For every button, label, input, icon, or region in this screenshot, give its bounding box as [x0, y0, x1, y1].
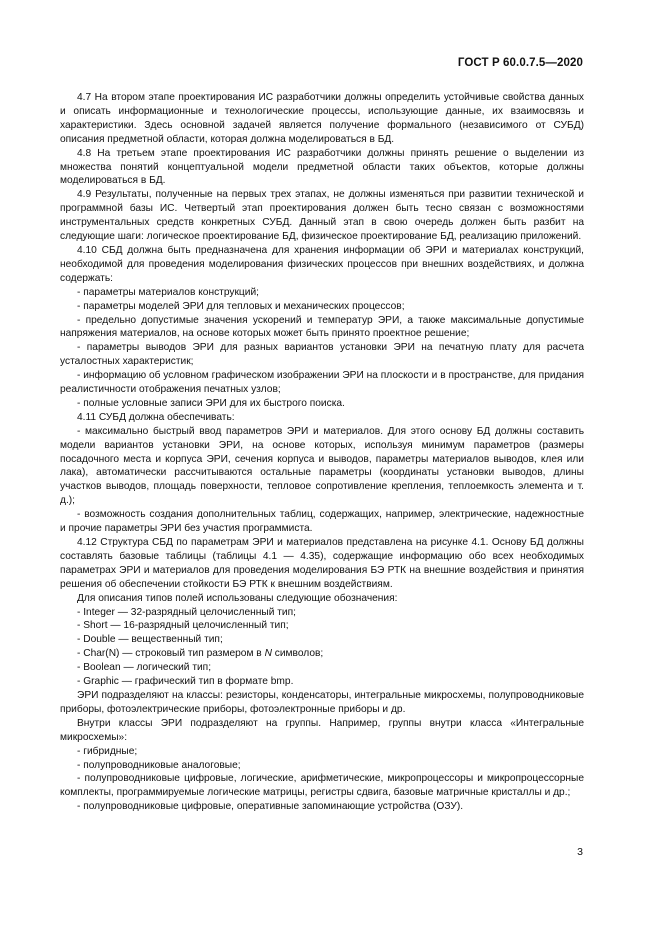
- list-item: - Boolean — логический тип;: [77, 662, 212, 674]
- list-item: - Integer — 32-разрядный целочисленный тип;: [77, 606, 296, 618]
- char-type-variable: N: [264, 648, 272, 660]
- list-item: - параметры материалов конструкций;: [77, 286, 259, 298]
- page-number: 3: [577, 846, 583, 858]
- list-item: - Graphic — графический тип в формате bmp.: [77, 676, 294, 688]
- standard-code-header: ГОСТ Р 60.0.7.5—2020: [457, 57, 583, 69]
- list-item: - полупроводниковые цифровые, оперативные запоминающие устройства (ОЗУ).: [77, 801, 464, 813]
- list-item: - полные условные записи ЭРИ для их быстрого поиска.: [77, 397, 345, 409]
- list-item: - параметры моделей ЭРИ для тепловых и механических процессов;: [77, 300, 405, 312]
- char-type-text: - Char(N) — строковый тип размером в: [77, 648, 265, 660]
- paragraph-4-10: 4.10 СБД должна быть предназначена для хранения информации об ЭРИ и материалах конструкций, необходимой для проведения моделирования физических процессов при внешних воздействиях, и должна содержать:: [60, 244, 584, 284]
- field-types-intro: Для описания типов полей использованы следующие обозначения:: [77, 592, 398, 604]
- list-item: [60, 647, 584, 661]
- list-item: - возможность создания дополнительных таблиц, содержащих, например, электрические, надежностные и прочие параметры ЭРИ без участия программиста.: [60, 509, 584, 535]
- char-type-suffix: символов;: [271, 648, 324, 660]
- list-item: - предельно допустимые значения ускорений и температур ЭРИ, а также максимальные допустимые напряжения материалов, на основе которых может быть принято проектное решение;: [60, 314, 584, 340]
- list-item: - параметры выводов ЭРИ для разных вариантов установки ЭРИ на печатную плату для расчета усталостных характеристик;: [60, 342, 584, 368]
- paragraph-classes: ЭРИ подразделяют на классы: резисторы, конденсаторы, интегральные микросхемы, полупроводниковые приборы, фотоэлектрические приборы, фотоэлектронные приборы и др.: [60, 689, 584, 715]
- list-item: - информацию об условном графическом изображении ЭРИ на плоскости и в пространстве, для придания реалистичности отображения печатных узлов;: [60, 370, 584, 396]
- paragraph-4-8: 4.8 На третьем этапе проектирования ИС разработчики должны принять решение о выделении из множества понятий концептуальной модели предметной области таких объектов, которые должны моделироваться в БД.: [60, 147, 584, 187]
- document-body: [60, 91, 584, 814]
- paragraph-groups: Внутри классы ЭРИ подразделяют на группы. Например, группы внутри класса «Интегральные микросхемы»:: [60, 717, 584, 743]
- paragraph-4-12: 4.12 Структура СБД по параметрам ЭРИ и материалов представлена на рисунке 4.1. Основу БД должны составлять базовые таблицы (таблицы 4.1 — 4.35), содержащие информацию обо всех необходимых параметрах ЭРИ и материалов для проведения моделирования БЭ РТК на внешние воздействия и принятия решения об обеспечении стойкости БЭ РТК к внешним воздействиям.: [60, 537, 584, 590]
- paragraph-4-11: 4.11 СУБД должна обеспечивать:: [77, 411, 235, 423]
- list-item: - максимально быстрый ввод параметров ЭРИ и материалов. Для этого основу БД должны составить модели вариантов установки ЭРИ, на основе которых, используя минимум параметров (размеры посадочного места и корпуса ЭРИ, сечения корпуса и выводов, параметры материалов выводов, клея или лака), автоматически рассчитываются остальные параметры (координаты установки выводов, длины участков выводов, площадь поверхности, тепловое сопротивление крепления, теплоемкость элемента и т. д.);: [60, 425, 584, 507]
- list-item: - Short — 16-разрядный целочисленный тип;: [77, 620, 289, 632]
- paragraph-4-9: 4.9 Результаты, полученные на первых трех этапах, не должны изменяться при развитии технической и программной базы ИС. Четвертый этап проектирования должен быть тесно связан с возможностями инструментальных средств конкретных СУБД. Данный этап в свою очередь должен быть разбит на следующие шаги: логическое проектирование БД, физическое проектирование БД, реализацию приложений.: [60, 189, 584, 243]
- list-item: - гибридные;: [77, 745, 138, 757]
- list-item: - полупроводниковые аналоговые;: [77, 759, 241, 771]
- paragraph-4-7: 4.7 На втором этапе проектирования ИС разработчики должны определить устойчивые свойства данных и описать информационные и технологические процессы, использующие данные, их взаимосвязь и характеристики. Здесь основной задачей является получение формального (независимого от СУБД) описания предметной области, которая должна моделироваться в БД.: [60, 92, 584, 145]
- list-item: - Double — вещественный тип;: [77, 634, 223, 646]
- list-item: - полупроводниковые цифровые, логические, арифметические, микропроцессоры и микропроцессорные комплекты, программируемые логические матрицы, регистры сдвига, базовые матричные кристаллы и др.;: [60, 773, 584, 799]
